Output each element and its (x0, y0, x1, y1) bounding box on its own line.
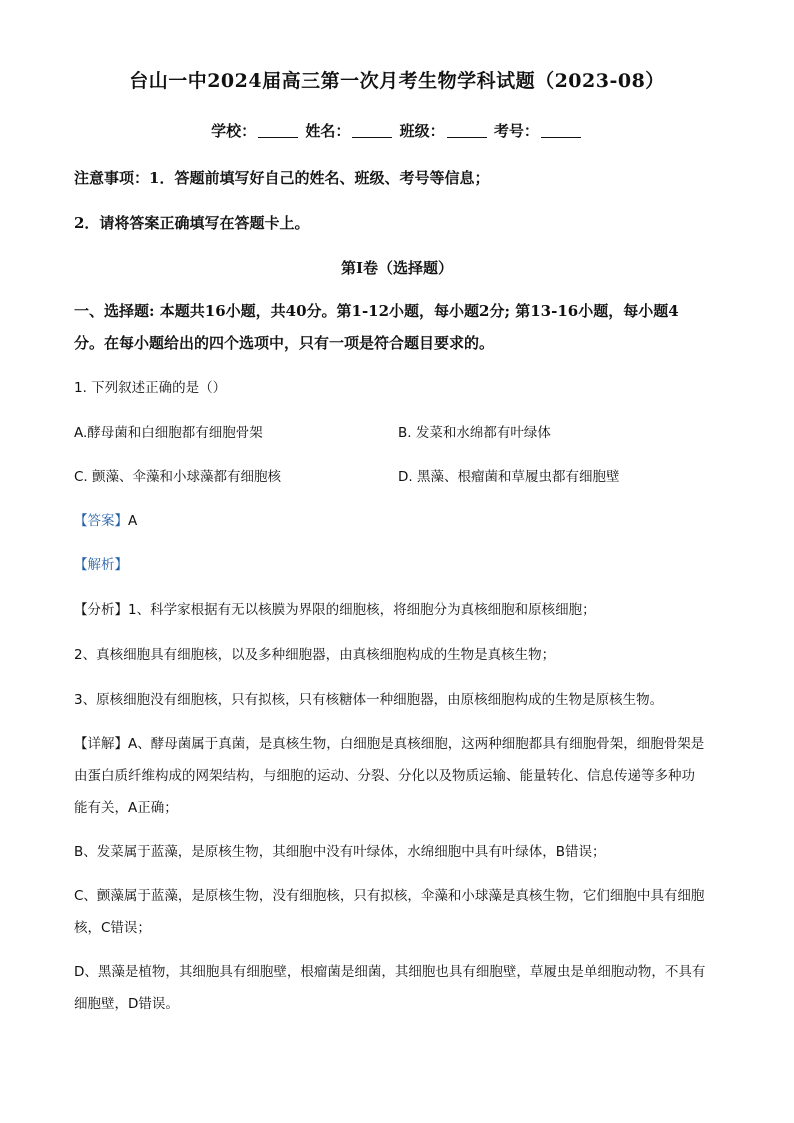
exam-title: 台山一中2024届高三第一次月考生物学科试题（2023-08） (129, 70, 665, 92)
detail-line-a2: 由蛋白质纤维构成的网架结构，与细胞的运动、分裂、分化以及物质运输、能量转化、信息传递等多种功 (74, 768, 695, 784)
fenxi-tag: 【分析】 (74, 602, 128, 618)
detail-line-d2: 细胞壁，D错误。 (74, 996, 179, 1012)
option-a: A.酵母菌和白细胞都有细胞骨架 (74, 425, 263, 441)
student-info-row (0, 120, 794, 141)
answer-value: A (128, 513, 138, 529)
analysis-line-3: 3、原核细胞没有细胞核，只有拟核，只有核糖体一种细胞器，由原核细胞构成的生物是原核生物。 (74, 692, 664, 708)
detail-line-c1: C、颤藻属于蓝藻，是原核生物，没有细胞核，只有拟核，伞藻和小球藻是真核生物，它们细胞中具有细胞 (74, 888, 705, 904)
answer-tag: 【答案】 (74, 513, 128, 529)
answer-line (74, 509, 137, 529)
class-label: 班级： (399, 122, 445, 140)
section-instruction-2: 分。在每小题给出的四个选项中，只有一项是符合题目要求的。 (74, 334, 495, 352)
notes-line-2: 2．请将答案正确填写在答题卡上。 (74, 214, 310, 232)
detail-text-a1: A、酵母菌属于真菌，是真核生物，白细胞是真核细胞，这两种细胞都具有细胞骨架，细胞骨架是 (128, 736, 705, 752)
name-label: 姓名： (305, 122, 351, 140)
section-instruction-1: 一、选择题: 本题共16小题，共40分。第1-12小题，每小题2分; 第13-16小题，每小题4 (74, 302, 679, 320)
analysis-line-1 (74, 598, 596, 618)
school-label: 学校： (211, 122, 257, 140)
option-b: B. 发菜和水绵都有叶绿体 (398, 425, 551, 441)
detail-line-b: B、发菜属于蓝藻，是原核生物，其细胞中没有叶绿体，水绵细胞中具有叶绿体，B错误； (74, 844, 606, 860)
option-c: C. 颤藻、伞藻和小球藻都有细胞核 (74, 469, 282, 485)
analysis-tag: 【解析】 (74, 557, 128, 573)
notes-line-1: 注意事项：1．答题前填写好自己的姓名、班级、考号等信息； (74, 169, 490, 187)
analysis-line-2: 2、真核细胞具有细胞核，以及多种细胞器，由真核细胞构成的生物是真核生物； (74, 647, 556, 663)
option-d: D. 黑藻、根瘤菌和草履虫都有细胞壁 (398, 469, 620, 485)
detail-line-c2: 核，C错误； (74, 920, 151, 936)
school-blank (258, 137, 298, 138)
detail-tag: 【详解】 (74, 736, 128, 752)
class-blank (447, 137, 487, 138)
exam-no-blank (541, 137, 581, 138)
exam-no-label: 考号： (493, 122, 539, 140)
section-title: 第I卷（选择题） (340, 259, 454, 277)
fenxi-text-1: 1、科学家根据有无以核膜为界限的细胞核，将细胞分为真核细胞和原核细胞； (128, 602, 596, 618)
name-blank (352, 137, 392, 138)
detail-line-d1: D、黑藻是植物，其细胞具有细胞壁，根瘤菌是细菌，其细胞也具有细胞壁，草履虫是单细胞动物，不具有 (74, 964, 706, 980)
detail-line-a3: 能有关，A正确； (74, 800, 178, 816)
question-stem: 1. 下列叙述正确的是（） (74, 380, 227, 396)
detail-line-a1 (74, 732, 704, 752)
